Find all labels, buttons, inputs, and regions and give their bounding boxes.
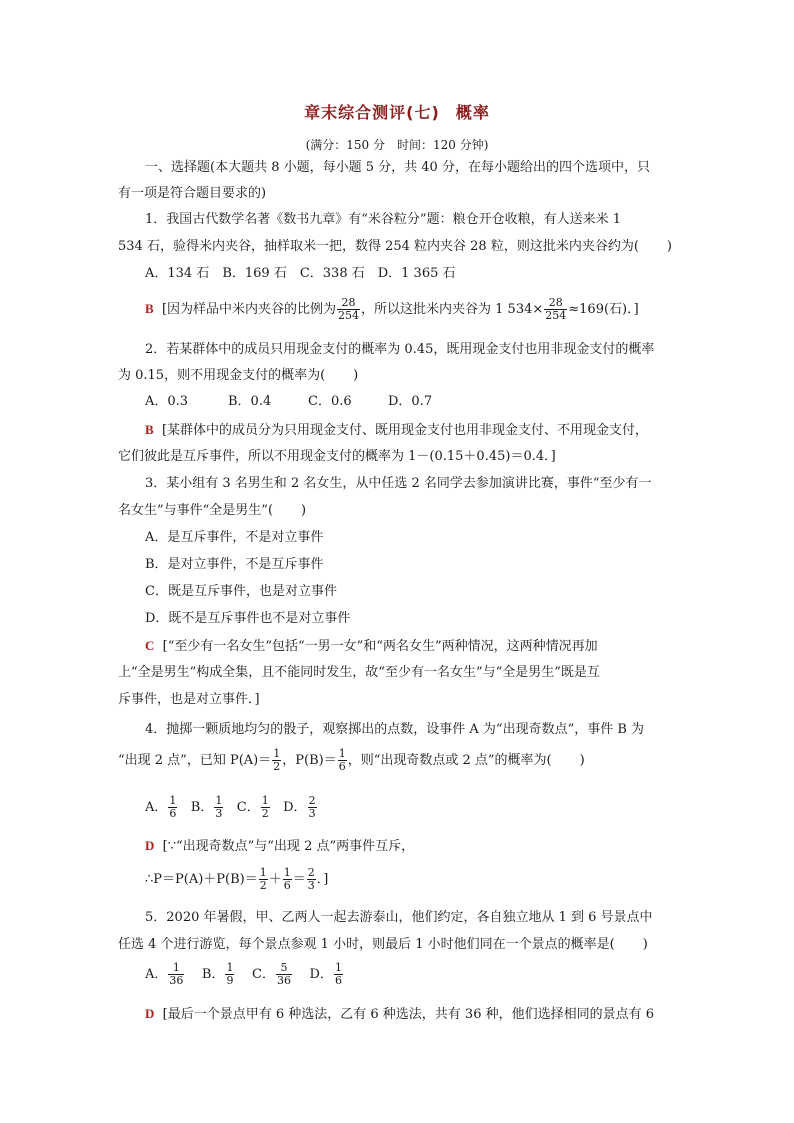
q5-option-c-label: C．: [252, 967, 275, 982]
q1-sol-text-b: ，所以这批米内夹谷为 1 534×: [361, 302, 544, 317]
q2-solution-line2: 它们彼此是互斥事件，所以不用现金支付的概率为 1－(0.15＋0.45)＝0.4．]: [118, 449, 556, 464]
q1-stem-text: 534 石，验得米内夹谷，抽样取米一把，数得 254 粒内夹谷 28 粒，则这批米内夹谷约为(: [118, 239, 639, 254]
q4-pa-den: 2: [273, 760, 281, 773]
q4-option-d-label: D．: [283, 800, 307, 815]
q4-a-den: 6: [169, 807, 177, 820]
q1-options: A．134 石 B．169 石 C．338 石 D．1 365 石: [145, 266, 456, 281]
q2-sol-text-1: [某群体中的成员分为只用现金支付、既用现金支付也用非现金支付、不用现金支付，: [161, 423, 649, 438]
q3-stem-line1: 3．某小组有 3 名男生和 2 名女生，从中任选 2 名同学去参加演讲比赛，事件“至少有一: [145, 476, 652, 491]
q4-stem-text-a: “出现 2 点”，已知 P(A)＝: [118, 753, 272, 768]
q5-b-num: 1: [226, 961, 234, 974]
q4-solution-line2: [145, 864, 328, 896]
q1-f1-num: 28: [337, 297, 360, 310]
q5-a-num: 1: [168, 962, 184, 975]
q5-option-b-label: B．: [201, 967, 225, 982]
q4-s1-num: 1: [259, 866, 267, 879]
q4-pa-fraction: [272, 748, 281, 773]
q3-answer: C: [145, 638, 155, 653]
q4-pb-fraction: [338, 748, 347, 773]
q2-option-c: C．0.6: [308, 394, 352, 409]
q1-fraction-2: [544, 297, 567, 322]
q4-stem-line2: [118, 745, 585, 777]
q5-a-den: 36: [169, 974, 184, 987]
q2-option-d: D．0.7: [388, 394, 433, 409]
q5-options: [145, 958, 344, 992]
q1-paren-close: ): [666, 239, 672, 254]
q5-sol-text-1: [最后一个景点甲有 6 种选法，乙有 6 种选法，共有 36 种，他们选择相同的景点有 6: [162, 1007, 655, 1022]
q1-sol-text-c: ≈169(石)．]: [568, 302, 639, 317]
q4-pb-den: 6: [338, 760, 346, 773]
q4-answer: D: [145, 838, 155, 853]
q3-option-c: C．既是互斥事件，也是对立事件: [145, 584, 337, 599]
q4-option-a-label: A．: [145, 800, 168, 815]
q2-stem-text: 为 0.15，则不用现金支付的概率为(: [118, 368, 326, 383]
q4-c-den: 2: [261, 807, 269, 820]
q5-answer: D: [145, 1006, 155, 1021]
q5-stem-text: 任选 4 个进行游览，每个景点参观 1 小时，则最后 1 小时他们同在一个景点的概率是(: [118, 937, 615, 952]
q3-solution-line1: [145, 636, 598, 657]
q4-option-b-value: [214, 795, 223, 820]
q4-options: [145, 792, 318, 824]
q4-option-b-label: B．: [190, 800, 214, 815]
q3-stem-line2: [118, 501, 306, 521]
q1-answer: B: [145, 301, 154, 316]
q4-solution-line1: [145, 836, 414, 857]
title-topic: 概率: [455, 103, 490, 122]
q4-s3-den: 3: [307, 879, 315, 892]
q1-fraction-1: [337, 297, 360, 322]
q4-sol-frac-3: [307, 867, 316, 892]
q5-option-d-label: D．: [309, 967, 333, 982]
q4-sol-text-1: [∵“出现奇数点”与“出现 2 点”两事件互斥，: [162, 839, 415, 854]
q2-options: [145, 392, 432, 412]
q5-option-a-value: [168, 962, 184, 987]
q4-c-num: 1: [261, 794, 269, 807]
q5-c-den: 36: [276, 974, 291, 987]
q4-d-den: 3: [308, 807, 316, 820]
q1-sol-text-a: [因为样品中米内夹谷的比例为: [161, 302, 337, 317]
q4-a-num: 1: [169, 794, 177, 807]
q4-option-d-value: [308, 795, 317, 820]
q1-f2-num: 28: [544, 297, 567, 310]
q4-paren-close: ): [579, 753, 585, 768]
q5-solution-line1: [145, 1004, 654, 1025]
q4-stem-line1: 4．抛掷一颗质地均匀的骰子，观察掷出的点数，设事件 A 为“出现奇数点”，事件 B 为: [145, 722, 645, 737]
q4-option-a-value: [168, 795, 177, 820]
q4-sol-text-2: ∴P＝P(A)＋P(B)＝: [145, 872, 258, 887]
q5-c-num: 5: [276, 962, 292, 975]
q4-s1-den: 2: [259, 879, 267, 892]
q3-solution-line3: 斥事件，也是对立事件．]: [118, 692, 260, 707]
q4-sol-frac-2: [283, 867, 292, 892]
q2-paren-close: ): [353, 368, 359, 383]
q1-stem-line1: 1．我国古代数学名著《数书九章》有“米谷粒分”题：粮仓开仓收粮，有人送来米 1: [145, 212, 621, 227]
q4-sol-end: ．]: [316, 872, 329, 887]
q4-option-c-value: [261, 795, 270, 820]
q1-stem-line2: [118, 237, 672, 257]
q3-paren-close: ): [301, 503, 307, 518]
q5-paren-close: ): [642, 937, 648, 952]
q5-stem-line1: 5．2020 年暑假，甲、乙两人一起去游泰山，他们约定，各自独立地从 1 到 6 号景点中: [145, 910, 653, 925]
q2-answer: B: [145, 422, 154, 437]
q4-pa-num: 1: [273, 747, 281, 760]
q2-stem-line1: 2．若某群体中的成员只用现金支付的概率为 0.45，既用现金支付也用非现金支付的概率: [145, 342, 655, 357]
q4-b-num: 1: [215, 794, 223, 807]
exam-info: (满分：150 分 时间：120 分钟): [305, 138, 489, 152]
q4-option-c-label: C．: [236, 800, 260, 815]
q4-s2-num: 1: [283, 866, 291, 879]
q4-s2-den: 6: [283, 879, 291, 892]
q2-option-a: A．0.3: [145, 394, 189, 409]
q5-d-num: 1: [334, 961, 342, 974]
q5-stem-line2: [118, 935, 648, 955]
q3-option-b: B．是对立事件，不是互斥事件: [145, 557, 324, 572]
q4-b-den: 3: [215, 807, 223, 820]
q3-stem-text: 名女生”与事件“全是男生”(: [118, 503, 274, 518]
q5-option-a-label: A．: [145, 967, 168, 982]
q3-option-a: A．是互斥事件，不是对立事件: [145, 530, 324, 545]
q5-option-c-value: [276, 962, 292, 987]
q5-option-b-value: [225, 962, 234, 987]
q4-stem-text-b: ，P(B)＝: [282, 753, 337, 768]
q2-solution-line1: [145, 420, 648, 441]
q5-option-d-value: [334, 962, 343, 987]
q5-b-den: 9: [226, 974, 234, 987]
q2-option-b: B．0.4: [228, 394, 272, 409]
q1-f2-den: 254: [545, 309, 567, 322]
q4-pb-num: 1: [338, 747, 346, 760]
q3-option-d: D．既不是互斥事件也不是对立事件: [145, 611, 351, 626]
q5-d-den: 6: [334, 974, 342, 987]
q4-stem-text-c: ，则“出现奇数点或 2 点”的概率为(: [347, 753, 552, 768]
section-header-line1: 一、选择题(本大题共 8 小题，每小题 5 分，共 40 分，在每小题给出的四个选项中，只: [145, 160, 650, 175]
q4-sol-eq: ＝: [292, 872, 306, 887]
q4-s3-num: 2: [307, 866, 315, 879]
page-title: [0, 100, 794, 123]
q4-sol-plus: ＋: [268, 872, 282, 887]
section-header-line2: 有一项是符合题目要求的): [118, 186, 267, 201]
title-main: 章末综合测评(七): [304, 103, 440, 122]
q4-d-num: 2: [308, 794, 316, 807]
q4-sol-frac-1: [259, 867, 268, 892]
q1-f1-den: 254: [338, 309, 360, 322]
q2-stem-line2: [118, 366, 358, 386]
q3-sol-text-1: [“至少有一名女生”包括“一男一女”和“两名女生”两种情况，这两种情况再加: [162, 639, 598, 654]
q3-solution-line2: 上“全是男生”构成全集，且不能同时发生，故“至少有一名女生”与“全是男生”既是互: [118, 665, 600, 680]
q1-solution: [145, 294, 639, 325]
